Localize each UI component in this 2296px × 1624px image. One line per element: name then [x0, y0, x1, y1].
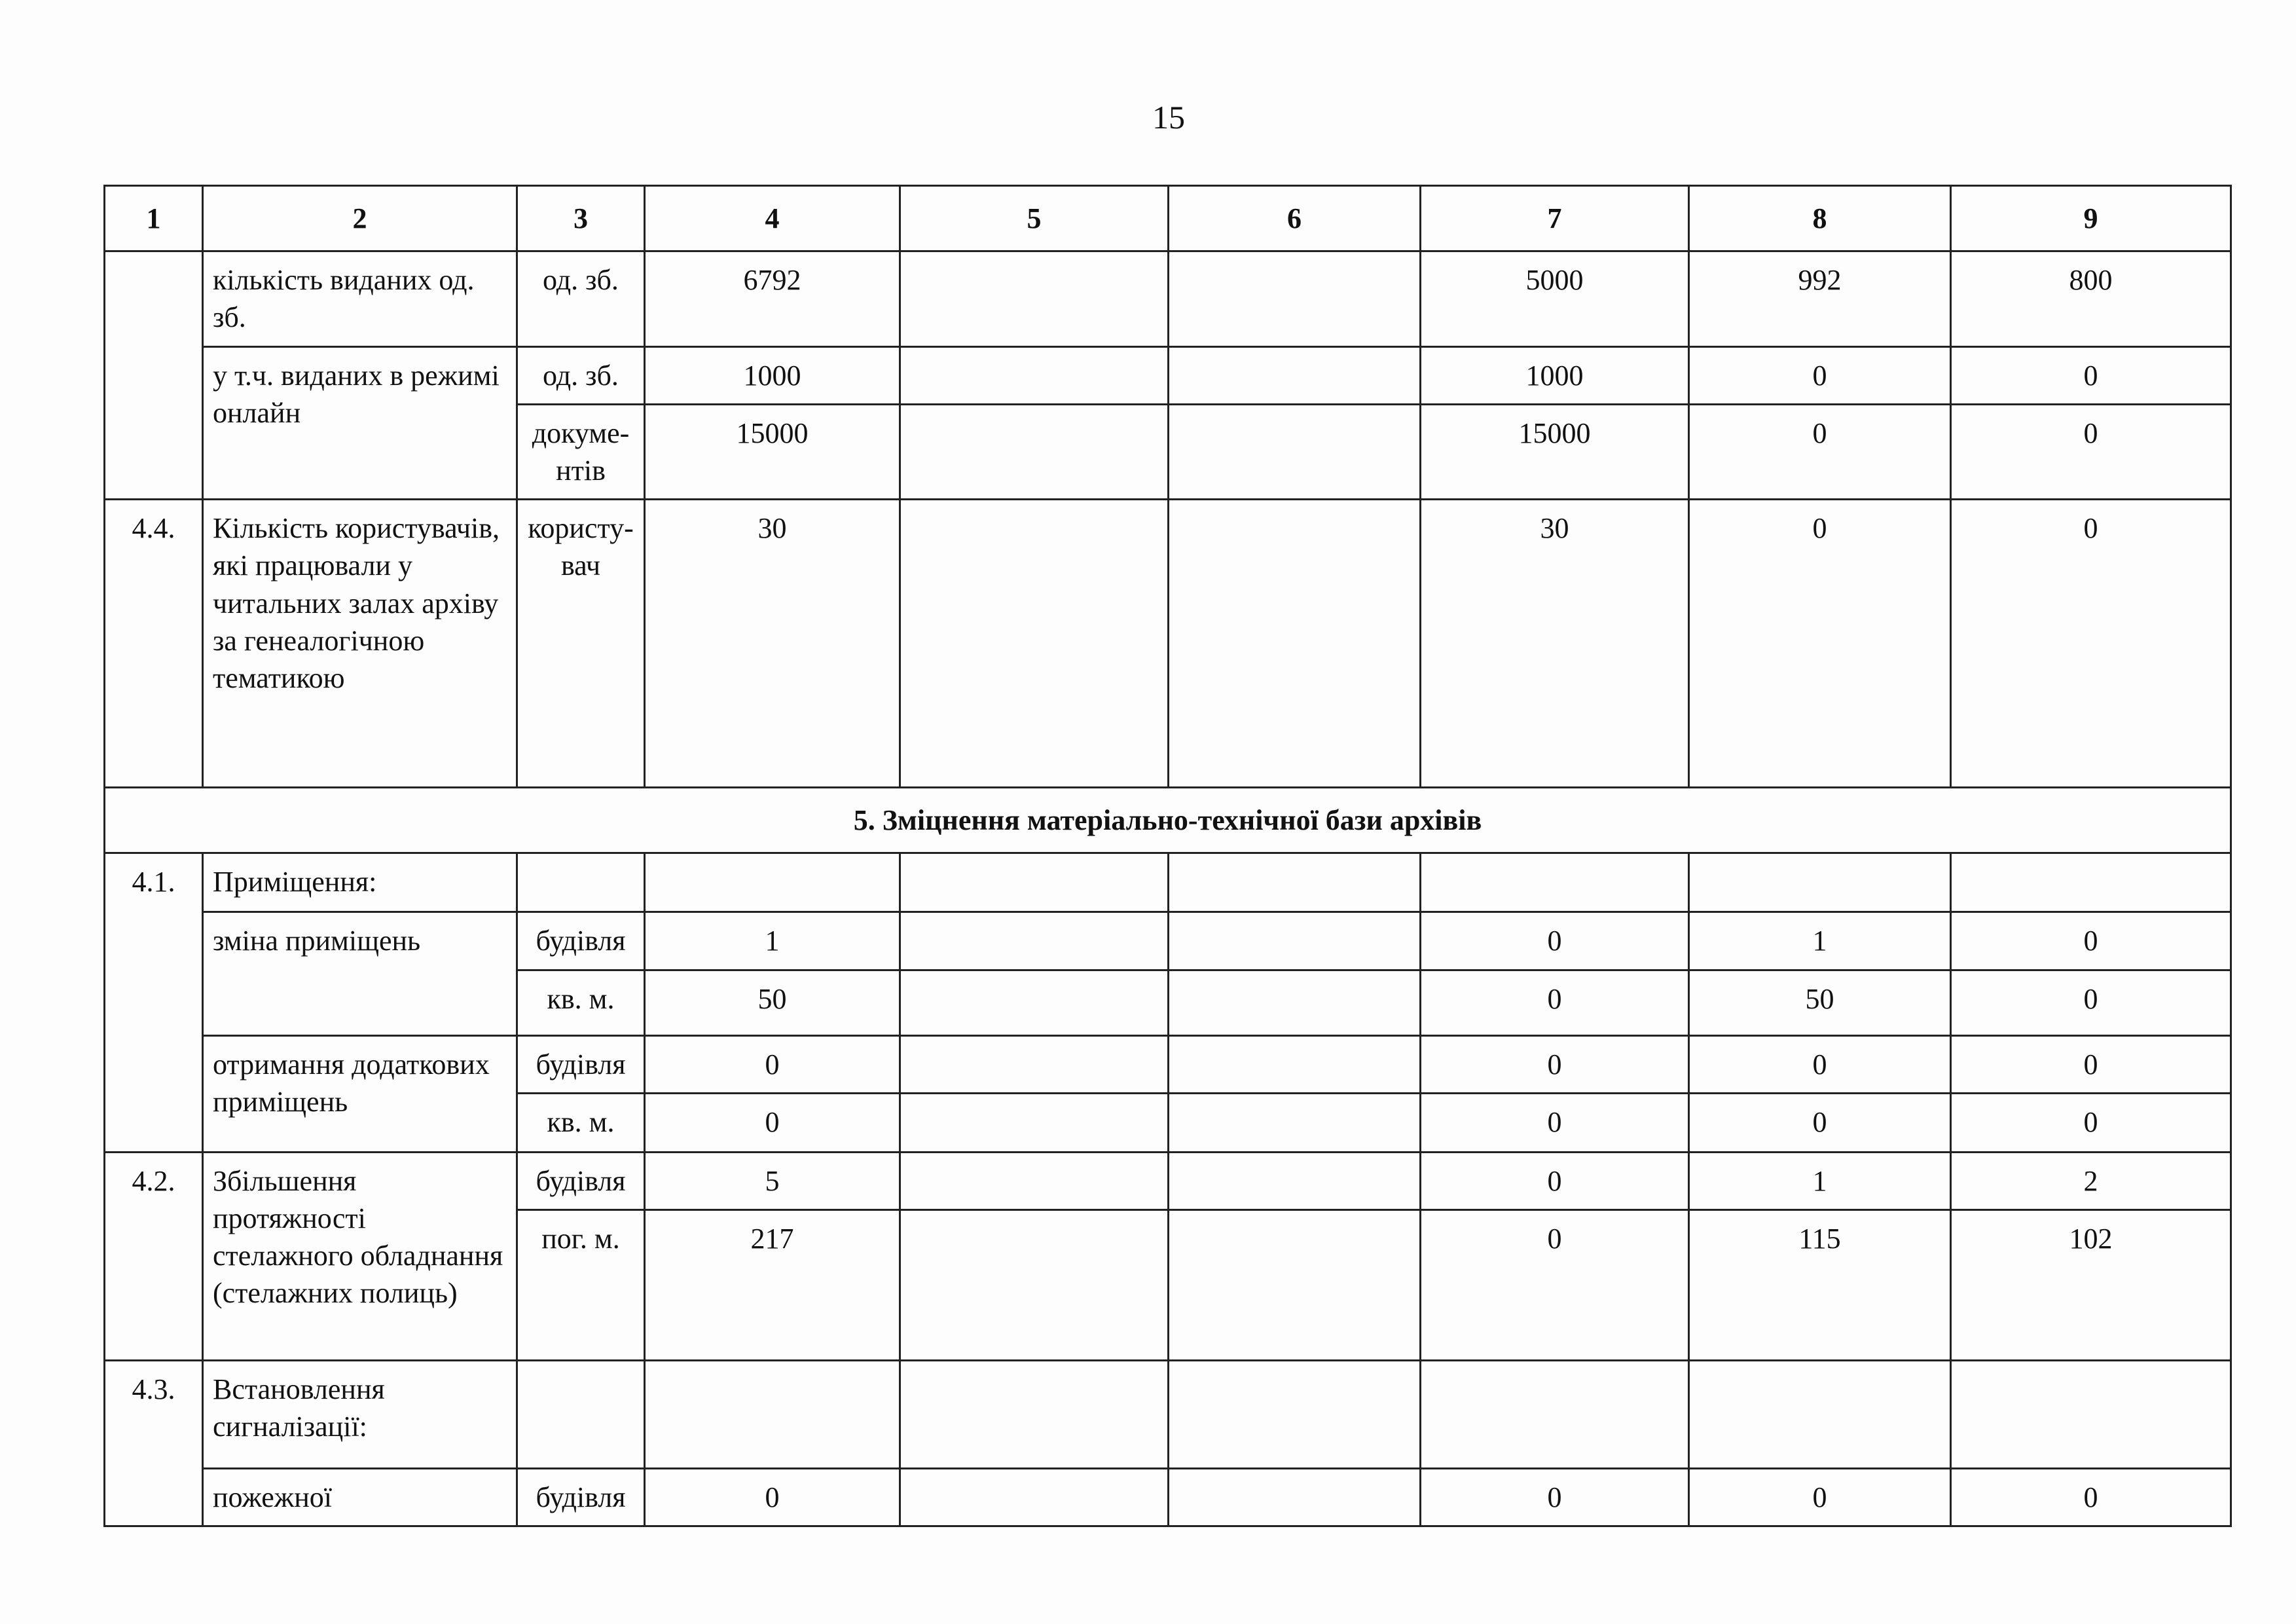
empty-cell	[1169, 1152, 1421, 1209]
empty-cell	[1169, 1035, 1421, 1093]
value-cell: 0	[1951, 1093, 2231, 1152]
table-row	[105, 1035, 2231, 1093]
unit-cell: користу-вач	[517, 500, 645, 788]
value-cell: 0	[1689, 404, 1951, 499]
empty-cell	[900, 1035, 1169, 1093]
empty-cell	[645, 1360, 900, 1468]
table-row	[105, 853, 2231, 912]
table-row	[105, 346, 2231, 404]
empty-cell	[900, 1093, 1169, 1152]
header-cell: 8	[1689, 186, 1951, 251]
value-cell: 1000	[645, 346, 900, 404]
empty-cell	[1169, 1209, 1421, 1360]
empty-cell	[645, 853, 900, 912]
value-cell: 50	[645, 970, 900, 1035]
value-cell: 5000	[1421, 251, 1689, 346]
empty-cell	[900, 970, 1169, 1035]
value-cell: 0	[1421, 1152, 1689, 1209]
value-cell: 1	[645, 912, 900, 970]
indicator-name: зміна приміщень	[203, 912, 517, 1035]
empty-cell	[1169, 404, 1421, 499]
value-cell: 0	[1689, 1035, 1951, 1093]
indicator-name: отримання додаткових приміщень	[203, 1035, 517, 1152]
header-cell: 9	[1951, 186, 2231, 251]
empty-cell	[900, 346, 1169, 404]
table-row	[105, 500, 2231, 788]
indicator-name: у т.ч. виданих в режимі онлайн	[203, 346, 517, 500]
empty-cell	[900, 1468, 1169, 1526]
header-cell: 5	[900, 186, 1169, 251]
empty-cell	[1689, 853, 1951, 912]
value-cell: 800	[1951, 251, 2231, 346]
empty-cell	[1169, 346, 1421, 404]
empty-cell	[1421, 853, 1689, 912]
page-number: 15	[1152, 99, 1185, 136]
value-cell: 0	[1421, 912, 1689, 970]
empty-cell	[1169, 1468, 1421, 1526]
unit-cell: будівля	[517, 1035, 645, 1093]
unit-cell: кв. м.	[517, 970, 645, 1035]
empty-cell	[900, 500, 1169, 788]
indicator-name: Збільшення протяжності стелажного обладнання (стелажних полиць)	[203, 1152, 517, 1360]
value-cell: 0	[1421, 1209, 1689, 1360]
value-cell: 0	[1689, 346, 1951, 404]
empty-cell	[900, 1209, 1169, 1360]
table-row	[105, 1468, 2231, 1526]
indicator-name: Встановлення сигналізації:	[203, 1360, 517, 1468]
value-cell: 0	[1951, 404, 2231, 499]
empty-cell	[1169, 500, 1421, 788]
empty-cell	[1951, 853, 2231, 912]
empty-cell	[900, 1152, 1169, 1209]
unit-cell: будівля	[517, 1468, 645, 1526]
value-cell: 0	[645, 1093, 900, 1152]
value-cell: 0	[1421, 970, 1689, 1035]
value-cell: 0	[1951, 500, 2231, 788]
row-number-cell: 4.4.	[105, 500, 203, 788]
value-cell: 15000	[645, 404, 900, 499]
header-cell: 6	[1169, 186, 1421, 251]
value-cell: 30	[645, 500, 900, 788]
value-cell: 1000	[1421, 346, 1689, 404]
value-cell: 102	[1951, 1209, 2231, 1360]
row-number-cell: 4.2.	[105, 1152, 203, 1360]
value-cell: 50	[1689, 970, 1951, 1035]
empty-cell	[1169, 1360, 1421, 1468]
value-cell: 15000	[1421, 404, 1689, 499]
value-cell: 217	[645, 1209, 900, 1360]
table-header-row	[105, 186, 2231, 251]
table-row	[105, 1360, 2231, 1468]
table-row	[105, 912, 2231, 970]
value-cell: 30	[1421, 500, 1689, 788]
section-title: 5. Зміцнення матеріально-технічної бази архівів	[105, 788, 2231, 853]
value-cell: 0	[1421, 1468, 1689, 1526]
empty-cell	[900, 1360, 1169, 1468]
empty-cell	[1169, 1093, 1421, 1152]
empty-cell	[1169, 251, 1421, 346]
unit-cell: пог. м.	[517, 1209, 645, 1360]
empty-cell	[1169, 853, 1421, 912]
table-row	[105, 1152, 2231, 1209]
indicator-name: Кількість користувачів, які працювали у читальних залах архіву за генеалогічною тематикою	[203, 500, 517, 788]
data-table	[103, 185, 2232, 1527]
value-cell: 0	[1951, 1035, 2231, 1093]
empty-cell	[900, 912, 1169, 970]
value-cell: 0	[1421, 1035, 1689, 1093]
value-cell: 0	[1951, 346, 2231, 404]
empty-cell	[900, 404, 1169, 499]
value-cell: 0	[1689, 1468, 1951, 1526]
empty-cell	[1951, 1360, 2231, 1468]
header-cell: 1	[105, 186, 203, 251]
empty-cell	[1421, 1360, 1689, 1468]
value-cell: 6792	[645, 251, 900, 346]
unit-cell: од. зб.	[517, 346, 645, 404]
value-cell: 0	[1689, 500, 1951, 788]
section-header-row	[105, 788, 2231, 853]
empty-cell	[900, 853, 1169, 912]
header-cell: 2	[203, 186, 517, 251]
header-cell: 4	[645, 186, 900, 251]
value-cell: 0	[645, 1035, 900, 1093]
empty-cell	[517, 853, 645, 912]
value-cell: 2	[1951, 1152, 2231, 1209]
unit-cell: будівля	[517, 1152, 645, 1209]
value-cell: 0	[1421, 1093, 1689, 1152]
empty-cell	[1689, 1360, 1951, 1468]
row-number-cell: 4.3.	[105, 1360, 203, 1526]
indicator-name: кількість виданих од. зб.	[203, 251, 517, 346]
value-cell: 115	[1689, 1209, 1951, 1360]
empty-cell	[517, 1360, 645, 1468]
empty-cell	[1169, 970, 1421, 1035]
unit-cell: докуме-нтів	[517, 404, 645, 499]
value-cell: 0	[1951, 970, 2231, 1035]
value-cell: 0	[1951, 912, 2231, 970]
unit-cell: будівля	[517, 912, 645, 970]
value-cell: 0	[1951, 1468, 2231, 1526]
value-cell: 1	[1689, 1152, 1951, 1209]
unit-cell: од. зб.	[517, 251, 645, 346]
header-cell: 7	[1421, 186, 1689, 251]
value-cell: 5	[645, 1152, 900, 1209]
empty-cell	[900, 251, 1169, 346]
value-cell: 992	[1689, 251, 1951, 346]
empty-cell	[1169, 912, 1421, 970]
indicator-name: Приміщення:	[203, 853, 517, 912]
row-number-cell	[105, 251, 203, 500]
value-cell: 0	[1689, 1093, 1951, 1152]
unit-cell: кв. м.	[517, 1093, 645, 1152]
table-row	[105, 251, 2231, 346]
indicator-name: пожежної	[203, 1468, 517, 1526]
row-number-cell: 4.1.	[105, 853, 203, 1152]
header-cell: 3	[517, 186, 645, 251]
value-cell: 0	[645, 1468, 900, 1526]
value-cell: 1	[1689, 912, 1951, 970]
